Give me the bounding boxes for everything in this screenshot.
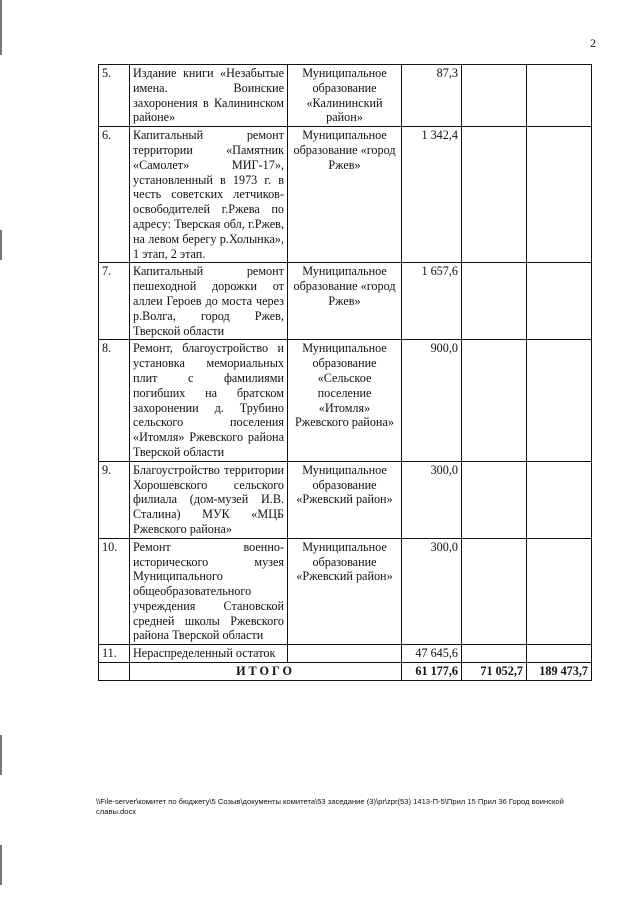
total-row [99,663,592,681]
row-value-3 [527,645,592,663]
table-row [99,461,592,538]
table-row [99,263,592,340]
row-value-2 [462,645,527,663]
table-row [99,538,592,645]
row-name: Издание книги «Незабытые имена. Воинские захоронения в Калининском районе» [130,65,288,127]
row-value-1: 900,0 [402,340,462,461]
row-organization: Муниципальное образование «Сельское поселение «Итомля» Ржевского района» [288,340,402,461]
row-value-3 [527,263,592,340]
row-number: 6. [99,127,130,263]
row-name: Ремонт, благоустройство и установка мемориальных плит с фамилиями погибших на братском захоронении д. Трубино сельского поселения «Итомля» Ржевского района Тверской области [130,340,288,461]
row-value-1: 300,0 [402,461,462,538]
total-blank [99,663,130,681]
total-value-3: 189 473,7 [527,663,592,681]
row-organization: Муниципальное образование «Ржевский район» [288,538,402,645]
table-row [99,65,592,127]
row-value-2 [462,65,527,127]
row-organization [288,645,402,663]
table-row [99,645,592,663]
page-number: 2 [590,36,596,50]
row-value-2 [462,340,527,461]
row-number: 9. [99,461,130,538]
total-label: ИТОГО [130,663,402,681]
file-path-footer: \\File-server\комитет по бюджету\5 Созыв\документы комитета\53 заседание (3)\pr\zpr(53) 1413-П-5\Прил 15 Прил 36 Город воинской славы.docx [96,797,564,816]
row-organization: Муниципальное образование «Ржевский район» [288,461,402,538]
row-value-1: 1 342,4 [402,127,462,263]
row-value-2 [462,263,527,340]
scan-edge-mark [0,845,2,885]
row-number: 11. [99,645,130,663]
row-value-3 [527,65,592,127]
total-value-2: 71 052,7 [462,663,527,681]
row-number: 7. [99,263,130,340]
row-value-1: 47 645,6 [402,645,462,663]
row-number: 8. [99,340,130,461]
row-number: 5. [99,65,130,127]
scan-edge-mark [0,0,2,55]
row-value-3 [527,461,592,538]
row-value-3 [527,340,592,461]
row-organization: Муниципальное образование «Калининский район» [288,65,402,127]
row-value-2 [462,127,527,263]
row-organization: Муниципальное образование «город Ржев» [288,263,402,340]
row-name: Капитальный ремонт территории «Памятник «Самолет» МИГ-17», установленный в 1973 г. в честь советских летчиков-освободителей г.Ржева по адресу: Тверская обл, г.Ржев, на левом берегу р.Холынка», 1 этап, 2 этап. [130,127,288,263]
table-row [99,127,592,263]
row-value-2 [462,461,527,538]
row-organization: Муниципальное образование «город Ржев» [288,127,402,263]
row-value-3 [527,538,592,645]
row-value-1: 1 657,6 [402,263,462,340]
table-row [99,340,592,461]
row-value-1: 87,3 [402,65,462,127]
total-value-1: 61 177,6 [402,663,462,681]
row-number: 10. [99,538,130,645]
scan-edge-mark [0,230,2,260]
row-value-3 [527,127,592,263]
row-name: Капитальный ремонт пешеходной дорожки от аллеи Героев до моста через р.Волга, город Ржев, Тверской области [130,263,288,340]
row-name: Благоустройство территории Хорошевского сельского филиала (дом-музей И.В. Сталина) МУК «МЦБ Ржевского района» [130,461,288,538]
row-value-1: 300,0 [402,538,462,645]
row-name: Нераспределенный остаток [130,645,288,663]
funding-table [98,64,592,681]
row-name: Ремонт военно-исторического музея Муниципального общеобразовательного учреждения Становской средней школы Ржевского района Тверской области [130,538,288,645]
scan-edge-mark [0,735,2,775]
row-value-2 [462,538,527,645]
